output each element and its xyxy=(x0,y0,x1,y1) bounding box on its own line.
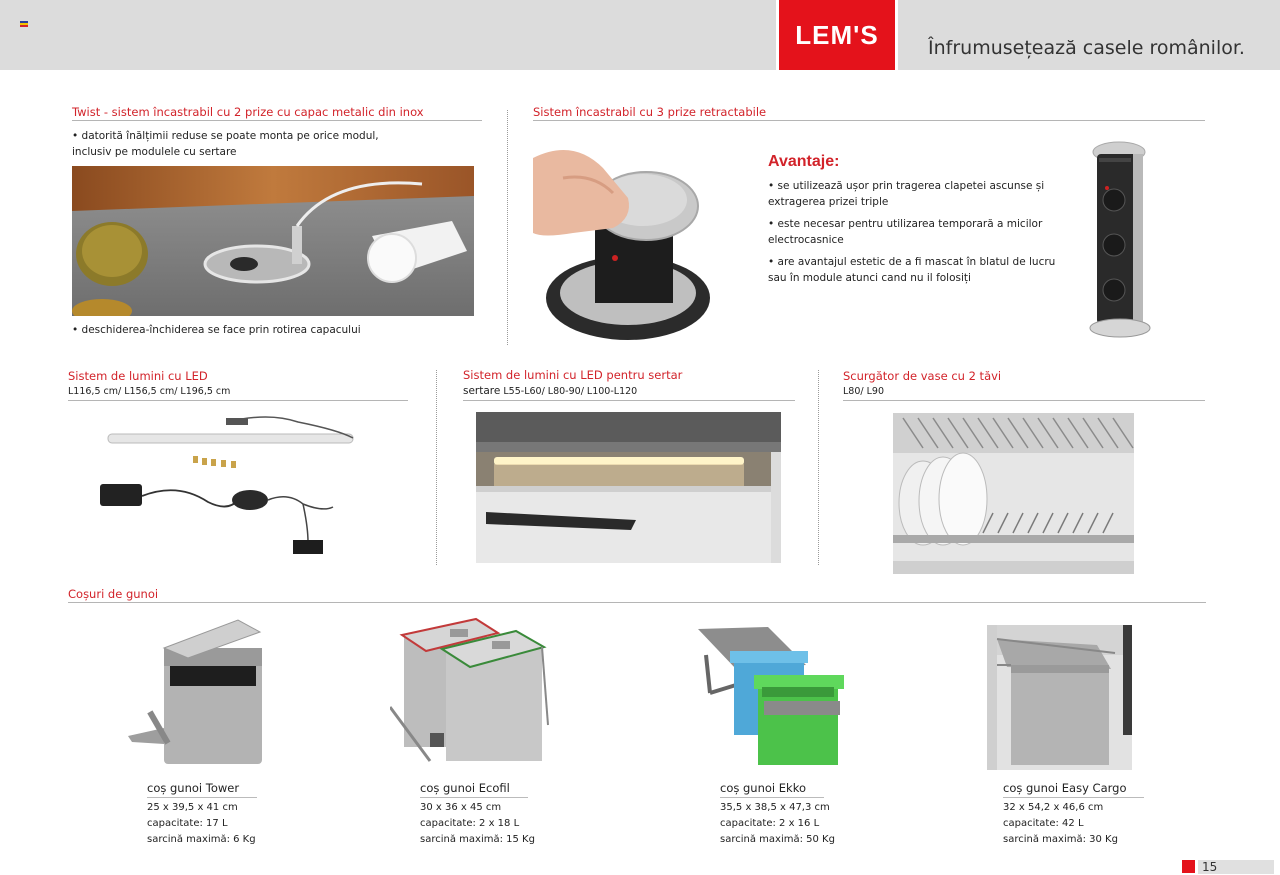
page-marker xyxy=(1182,860,1195,873)
bin-card-ekko xyxy=(720,780,835,848)
bin-name: coș gunoi Ecofil xyxy=(420,780,528,798)
bin-name: coș gunoi Tower xyxy=(147,780,257,798)
tower-bin-photo xyxy=(128,618,264,768)
bin-card-ecofil xyxy=(420,780,535,848)
brand-logo-text: LEM'S xyxy=(795,19,879,50)
divider xyxy=(68,400,408,401)
bin-dimensions: 30 x 36 x 45 cm xyxy=(420,802,502,813)
led-kit-photo xyxy=(98,412,363,564)
divider xyxy=(818,370,819,565)
retractable-title: Sistem încastrabil cu 3 prize retractabile xyxy=(533,105,767,119)
led-drawer-title: Sistem de lumini cu LED pentru sertar xyxy=(463,368,683,382)
divider xyxy=(68,602,1206,603)
divider xyxy=(436,370,437,565)
advantages-title: Avantaje: xyxy=(768,153,840,170)
dish-rack-title: Scurgător de vase cu 2 tăvi xyxy=(843,369,1002,383)
advantage-item: • este necesar pentru utilizarea temporară a micilor electrocasnice xyxy=(768,218,1043,246)
bin-load: sarcină maximă: 30 Kg xyxy=(1003,834,1118,845)
bin-name: coș gunoi Ekko xyxy=(720,780,824,798)
ekko-bin-photo xyxy=(696,625,846,767)
bin-dimensions: 32 x 54,2 x 46,6 cm xyxy=(1003,802,1104,813)
bin-card-tower xyxy=(147,780,257,848)
slogan: Înfrumusețează casele românilor. xyxy=(928,37,1245,59)
easy-cargo-bin-photo xyxy=(987,625,1132,770)
led-drawer-sizes: sertare L55-L60/ L80-90/ L100-L120 xyxy=(463,385,638,397)
retractable-socket-photo xyxy=(533,138,733,340)
divider xyxy=(72,120,482,121)
bin-load: sarcină maximă: 6 Kg xyxy=(147,834,256,845)
divider xyxy=(507,110,508,345)
bin-load: sarcină maximă: 15 Kg xyxy=(420,834,535,845)
bin-capacity: capacitate: 42 L xyxy=(1003,818,1084,829)
dish-rack-sizes: L80/ L90 xyxy=(843,386,884,397)
bin-capacity: capacitate: 17 L xyxy=(147,818,228,829)
bin-capacity: capacitate: 2 x 18 L xyxy=(420,818,520,829)
twist-socket-photo xyxy=(72,166,474,316)
dish-rack-photo xyxy=(893,413,1134,574)
bin-dimensions: 35,5 x 38,5 x 47,3 cm xyxy=(720,802,830,813)
bin-name: coș gunoi Easy Cargo xyxy=(1003,780,1144,798)
advantage-item: • are avantajul estetic de a fi mascat în blatul de lucru sau în module atunci cand nu il folosiți xyxy=(768,256,1056,284)
divider xyxy=(843,400,1205,401)
advantage-item: • se utilizează ușor prin tragerea clapetei ascunse și extragerea prizei triple xyxy=(768,180,1045,208)
advantages-list xyxy=(768,178,1058,292)
twist-note: • deschiderea-închiderea se face prin rotirea capacului xyxy=(72,324,361,336)
bin-load: sarcină maximă: 50 Kg xyxy=(720,834,835,845)
page-number-text: 15 xyxy=(1202,860,1218,874)
led-sizes: L116,5 cm/ L156,5 cm/ L196,5 cm xyxy=(68,386,231,397)
divider xyxy=(463,400,795,401)
twist-description: • datorită înălțimii reduse se poate monta pe orice modul, inclusiv pe modulele cu sertare xyxy=(72,130,379,158)
brand-logo xyxy=(776,0,898,70)
page-header xyxy=(0,0,1280,70)
ecofil-bin-photo xyxy=(390,615,552,770)
led-title: Sistem de lumini cu LED xyxy=(68,369,208,383)
flag-icon xyxy=(20,21,28,27)
retractable-tower-photo xyxy=(1085,140,1155,340)
twist-title: Twist - sistem încastrabil cu 2 prize cu capac metalic din inox xyxy=(72,105,424,119)
bin-dimensions: 25 x 39,5 x 41 cm xyxy=(147,802,238,813)
bin-card-easy-cargo xyxy=(1003,780,1144,848)
divider xyxy=(533,120,1205,121)
bin-capacity: capacitate: 2 x 16 L xyxy=(720,818,820,829)
led-drawer-photo xyxy=(476,412,781,563)
bins-title: Coșuri de gunoi xyxy=(68,587,159,601)
